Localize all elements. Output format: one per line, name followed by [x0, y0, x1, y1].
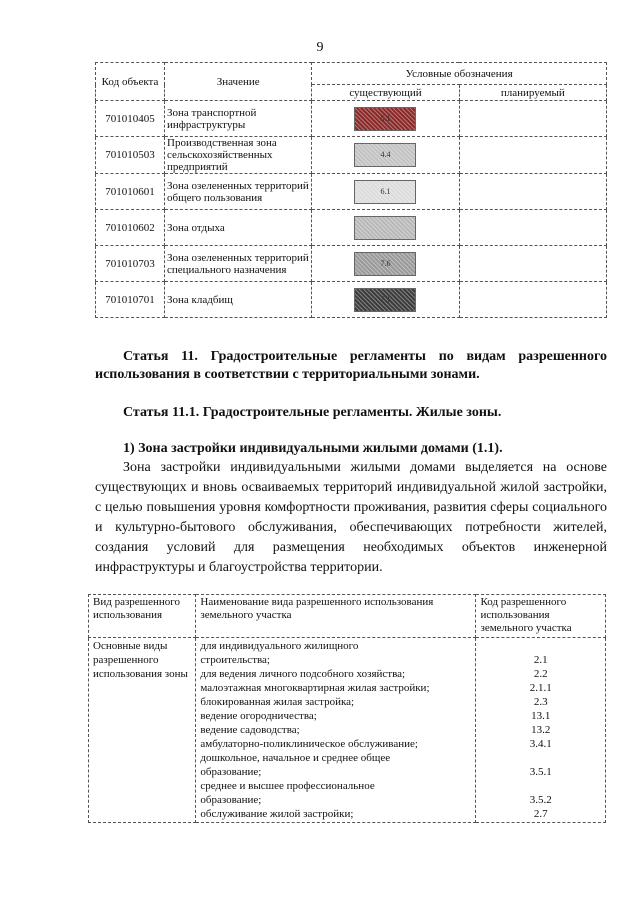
zone-swatch: 7.1	[354, 288, 416, 312]
legend-planned-cell	[459, 246, 606, 282]
zone-swatch: 6.1	[354, 180, 416, 204]
use-code: 2.7	[533, 808, 548, 820]
legend-meaning: Зона кладбищ	[165, 282, 312, 318]
zone-swatch: 5.1	[354, 107, 416, 131]
use-name: ведение огородничества;	[200, 710, 317, 722]
legend-table	[95, 62, 607, 318]
legend-row	[96, 101, 607, 137]
legend-header-planned: планируемый	[459, 85, 606, 101]
use-name: ведение садоводства;	[200, 724, 300, 736]
legend-planned-cell	[459, 137, 606, 174]
legend-existing-cell	[312, 282, 459, 318]
use-code: 3.5.2	[529, 794, 552, 806]
use-name: обслуживание жилой застройки;	[200, 808, 354, 820]
uses-names-cell	[196, 638, 476, 823]
legend-row	[96, 174, 607, 210]
use-name: для ведения личного подсобного хозяйства;	[200, 668, 406, 680]
legend-existing-cell	[312, 246, 459, 282]
use-code: 2.1.1	[529, 682, 552, 694]
uses-header-name: Наименование вида разрешенного использования земельного участка	[196, 595, 476, 638]
use-code: 13.2	[531, 724, 551, 736]
uses-header-kind: Вид разрешенного использования	[89, 595, 196, 638]
legend-code: 701010703	[96, 246, 165, 282]
legend-row	[96, 137, 607, 174]
legend-existing-cell	[312, 174, 459, 210]
article-11-heading: Статья 11. Градостроительные регламенты по видам разрешенного использования в соответствии с территориальными зонами.	[95, 349, 607, 382]
use-code	[480, 779, 601, 793]
legend-existing-cell	[312, 101, 459, 137]
zone-swatch: 4.4	[354, 143, 416, 167]
legend-header-meaning: Значение	[165, 63, 312, 101]
legend-header-symbols: Условные обозначения	[312, 63, 607, 85]
use-name: образование;	[200, 766, 262, 778]
use-code: 3.5.1	[529, 766, 552, 778]
legend-planned-cell	[459, 101, 606, 137]
use-code: 2.2	[533, 668, 548, 680]
legend-existing-cell	[312, 137, 459, 174]
use-code: 3.4.1	[529, 738, 552, 750]
legend-row	[96, 282, 607, 318]
legend-header-code: Код объекта	[96, 63, 165, 101]
legend-code: 701010701	[96, 282, 165, 318]
uses-codes-cell	[476, 638, 606, 823]
legend-header-existing: существующий	[312, 85, 459, 101]
legend-code: 701010602	[96, 210, 165, 246]
article-11-1-heading: Статья 11.1. Градостроительные регламенты. Жилые зоны.	[123, 405, 502, 420]
legend-meaning: Зона озелененных территорий общего пользования	[165, 174, 312, 210]
zone-swatch: 7.6	[354, 252, 416, 276]
use-code: 2.1	[533, 654, 548, 666]
use-code: 13.1	[531, 710, 551, 722]
legend-meaning: Зона транспортной инфраструктуры	[165, 101, 312, 137]
legend-code: 701010405	[96, 101, 165, 137]
zone-heading: 1) Зона застройки индивидуальными жилыми домами (1.1).	[123, 441, 503, 456]
zone-swatch	[354, 216, 416, 240]
use-name: строительства;	[200, 654, 270, 666]
legend-meaning: Зона озелененных территорий специального назначения	[165, 246, 312, 282]
legend-meaning: Зона отдыха	[165, 210, 312, 246]
page-number: 9	[316, 40, 324, 55]
legend-meaning: Производственная зона сельскохозяйственных предприятий	[165, 137, 312, 174]
permitted-uses-table	[88, 594, 606, 823]
use-code	[480, 751, 601, 765]
use-code: 2.3	[533, 696, 548, 708]
zone-paragraph: Зона застройки индивидуальными жилыми домами выделяется на основе существующих и вновь осваиваемых территорий индивидуальной жилой застройки, с целью повышения уровня комфортности проживания, развития сферы социального и культурно-бытового обслуживания, обеспечивающих потребности жителей, создания условий для размещения необходимых объектов инженерной инфраструктуры и благоустройства территории.	[95, 460, 607, 575]
uses-kind-label: Основные виды разрешенного использования зоны	[89, 638, 196, 823]
legend-existing-cell	[312, 210, 459, 246]
use-name: для индивидуального жилищного	[200, 640, 359, 652]
legend-code: 701010601	[96, 174, 165, 210]
legend-planned-cell	[459, 210, 606, 246]
legend-code: 701010503	[96, 137, 165, 174]
legend-row	[96, 246, 607, 282]
use-code	[480, 639, 601, 653]
use-name: малоэтажная многоквартирная жилая застройки;	[200, 682, 430, 694]
use-name: среднее и высшее профессиональное	[200, 780, 375, 792]
use-name: блокированная жилая застройка;	[200, 696, 355, 708]
use-name: амбулаторно-поликлиническое обслуживание;	[200, 738, 418, 750]
uses-header-code: Код разрешенного использования земельного участка	[476, 595, 606, 638]
use-name: образование;	[200, 794, 262, 806]
use-name: дошкольное, начальное и среднее общее	[200, 752, 391, 764]
legend-planned-cell	[459, 174, 606, 210]
legend-planned-cell	[459, 282, 606, 318]
legend-row	[96, 210, 607, 246]
